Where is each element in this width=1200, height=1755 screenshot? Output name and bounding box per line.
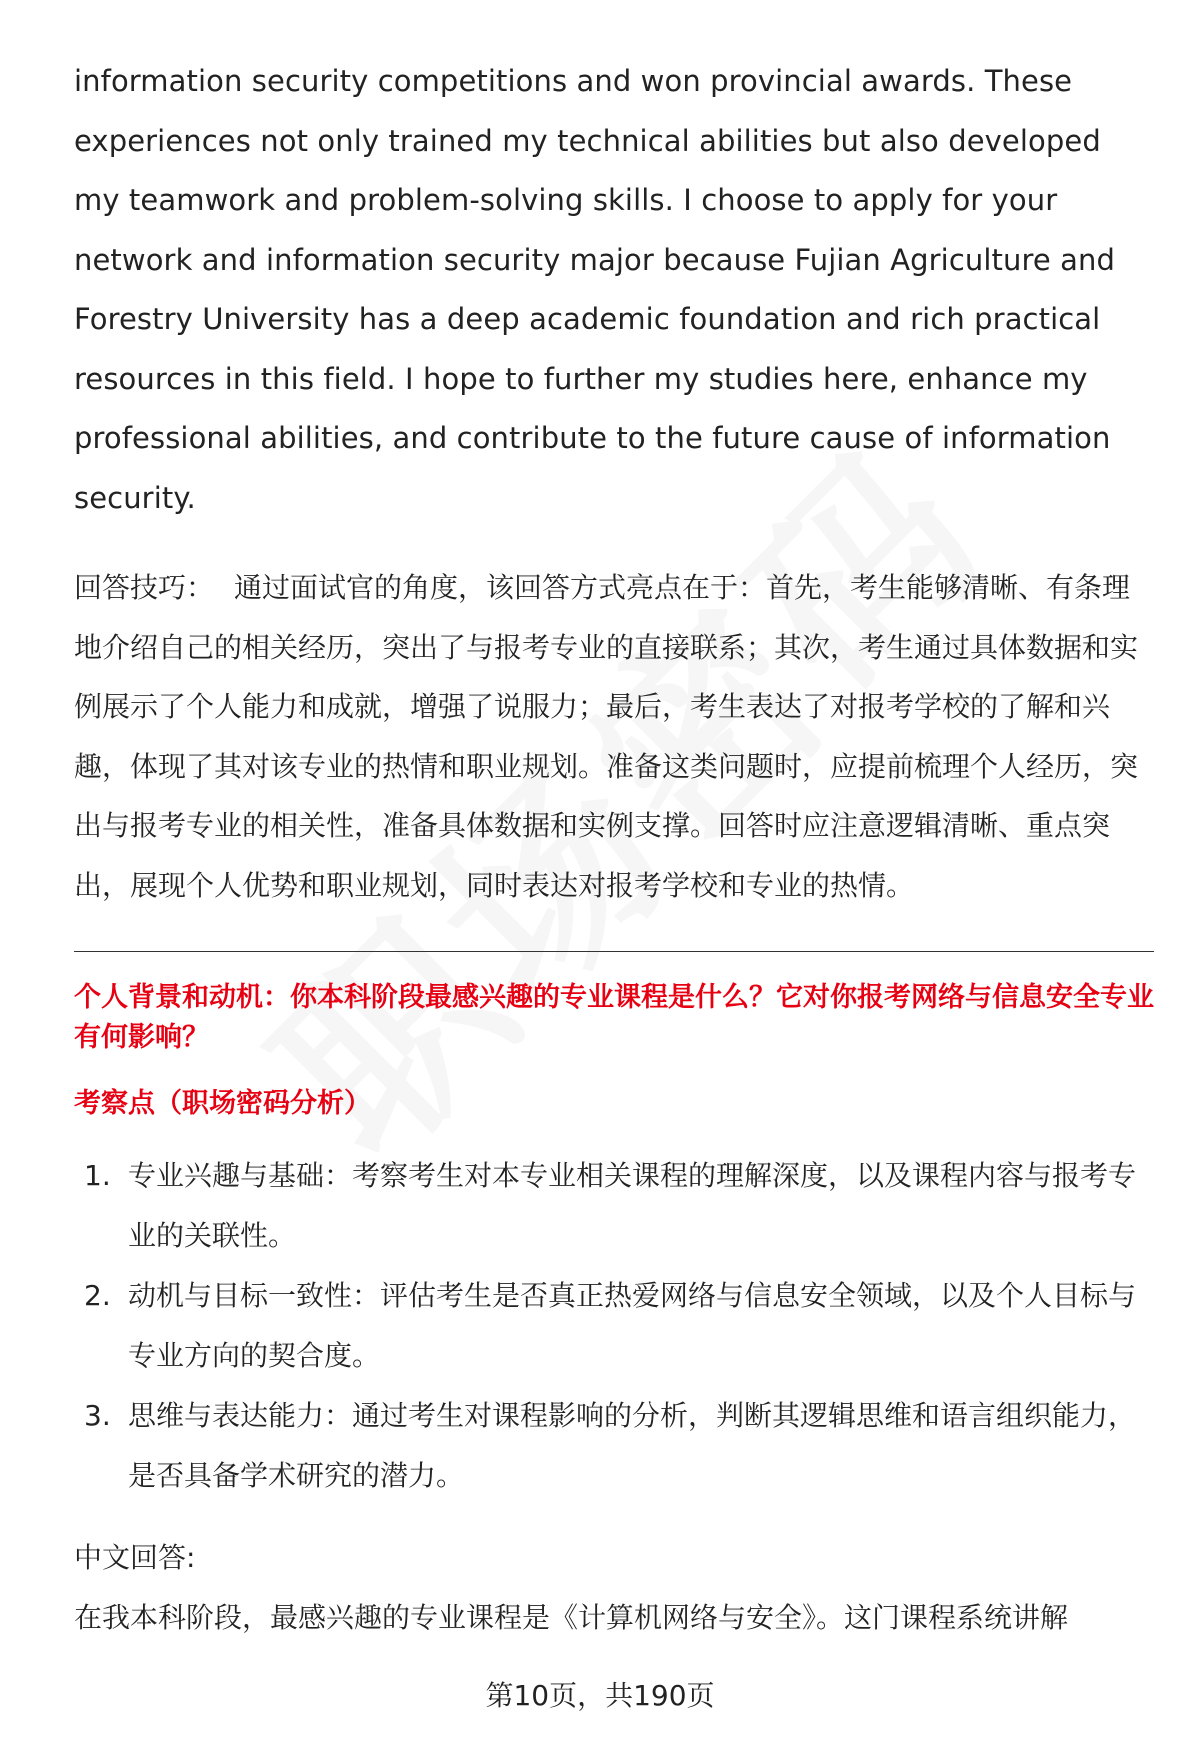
list-number: 3. [84, 1399, 111, 1432]
answer-tips [74, 558, 1154, 915]
list-item [74, 1386, 1154, 1506]
list-number: 2. [84, 1279, 111, 1312]
tips-text: 通过面试官的角度，该回答方式亮点在于：首先，考生能够清晰、有条理地介绍自己的相关经历，突出了与报考专业的直接联系；其次，考生通过具体数据和实例展示了个人能力和成就，增强了说服力；最后，考生表达了对报考学校的了解和兴趣，体现了其对该专业的热情和职业规划。准备这类问题时，应提前梳理个人经历，突出与报考专业的相关性，准备具体数据和实例支撑。回答时应注意逻辑清晰、重点突出，展现个人优势和职业规划，同时表达对报考学校和专业的热情。 [74, 571, 1139, 902]
list-text: 思维与表达能力：通过考生对课程影响的分析，判断其逻辑思维和语言组织能力，是否具备学术研究的潜力。 [128, 1399, 1137, 1492]
analysis-heading: 考察点（职场密码分析） [74, 1088, 371, 1119]
chinese-answer-label: 中文回答: [74, 1541, 196, 1574]
tips-label: 回答技巧： [74, 571, 215, 604]
list-item [74, 1266, 1154, 1386]
document-page [74, 52, 1154, 1648]
analysis-points [74, 1146, 1154, 1506]
question-heading: 个人背景和动机：你本科阶段最感兴趣的专业课程是什么？它对你报考网络与信息安全专业有何影响？ [74, 982, 1154, 1053]
list-text: 专业兴趣与基础：考察考生对本专业相关课程的理解深度，以及课程内容与报考专业的关联性。 [128, 1159, 1137, 1252]
list-item [74, 1146, 1154, 1266]
list-text: 动机与目标一致性：评估考生是否真正热爱网络与信息安全领域，以及个人目标与专业方向的契合度。 [128, 1279, 1137, 1372]
list-number: 1. [84, 1159, 111, 1192]
chinese-answer-text: 在我本科阶段，最感兴趣的专业课程是《计算机网络与安全》。这门课程系统讲解 [74, 1601, 1069, 1634]
page-footer: 第10页，共190页 [485, 1679, 715, 1712]
intro-paragraph: information security competitions and won provincial awards. These experiences not only trained my technical abilities but also developed my teamwork and problem-solving skills. I choose to apply for your network and information security major because Fujian Agriculture and Forestry University has a deep academic foundation and rich practical resources in this field. I hope to further my studies here, enhance my professional abilities, and contribute to the future cause of information security. [74, 64, 1115, 515]
section-divider [74, 951, 1154, 952]
